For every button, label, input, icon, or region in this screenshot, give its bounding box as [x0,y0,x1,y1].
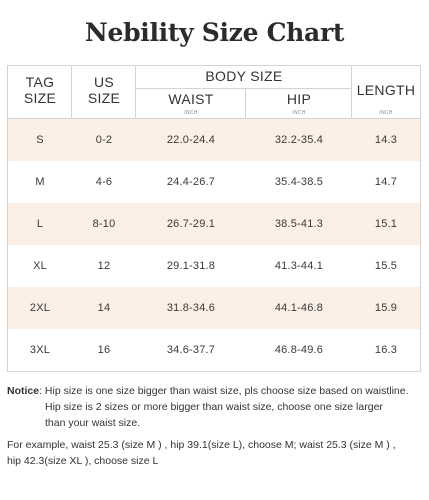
cell-tag: 2XL [29,302,51,314]
header-us-size-line2: SIZE [87,90,121,106]
cell-length: 15.9 [374,302,398,314]
cell-length: 15.5 [374,260,398,272]
header-waist: WAIST [168,91,214,107]
notice-line1: : Hip size is one size bigger than waist size, pls choose size based on waistline. [39,385,409,397]
header-tag-size [8,74,72,106]
table-row [8,329,420,371]
cell-length: 15.1 [374,218,398,230]
cell-hip: 41.3-44.1 [274,260,324,272]
cell-tag: S [36,134,44,146]
cell-us: 0-2 [95,134,113,146]
cell-waist: 34.6-37.7 [166,344,216,356]
table-row [8,161,420,203]
cell-hip: 32.2-35.4 [274,134,324,146]
unit-length: INCH [379,110,393,116]
cell-length: 14.7 [374,176,398,188]
unit-hip: INCH [292,110,306,116]
example-line1: For example, waist 25.3 (size M ) , hip 39.1(size L), choose M; waist 25.3 (size M ) , [7,439,396,451]
cell-waist: 22.0-24.4 [166,134,216,146]
example-line2: hip 42.3(size XL ), choose size L [7,455,159,467]
header-length: LENGTH [356,82,416,98]
header-hip: HIP [286,91,312,107]
cell-waist: 31.8-34.6 [166,302,216,314]
cell-waist: 29.1-31.8 [166,260,216,272]
cell-hip: 35.4-38.5 [274,176,324,188]
cell-waist: 24.4-26.7 [166,176,216,188]
cell-us: 8-10 [92,218,116,230]
cell-waist: 26.7-29.1 [166,218,216,230]
table-row [8,287,420,329]
header-us-size [72,74,136,106]
cell-us: 16 [97,344,111,356]
cell-us: 14 [97,302,111,314]
cell-us: 4-6 [95,176,113,188]
divider [351,66,352,119]
divider [245,89,246,119]
cell-tag: XL [33,260,47,272]
table-row [8,203,420,245]
cell-hip: 46.8-49.6 [274,344,324,356]
divider [8,118,420,119]
cell-length: 14.3 [374,134,398,146]
notice-block [7,383,425,469]
cell-hip: 38.5-41.3 [274,218,324,230]
header-tag-size-line2: SIZE [23,90,57,106]
cell-hip: 44.1-46.8 [274,302,324,314]
header-tag-size-line1: TAG [25,74,55,90]
notice-label: Notice [7,385,40,397]
table-row [8,245,420,287]
notice-line3: than your waist size. [45,417,141,429]
header-body-size: BODY SIZE [205,68,283,84]
size-chart-table [7,65,421,372]
cell-tag: M [35,176,45,188]
chart-title: Nebility Size Chart [84,18,345,47]
cell-us: 12 [97,260,111,272]
unit-waist: INCH [184,110,198,116]
divider [71,66,72,119]
divider [136,88,352,89]
notice-line2: Hip size is 2 sizes or more bigger than waist size, choose one size larger [45,401,383,413]
table-row [8,119,420,161]
header-us-size-line1: US [93,74,115,90]
cell-length: 16.3 [374,344,398,356]
divider [135,66,136,119]
cell-tag: 3XL [29,344,51,356]
cell-tag: L [36,218,44,230]
